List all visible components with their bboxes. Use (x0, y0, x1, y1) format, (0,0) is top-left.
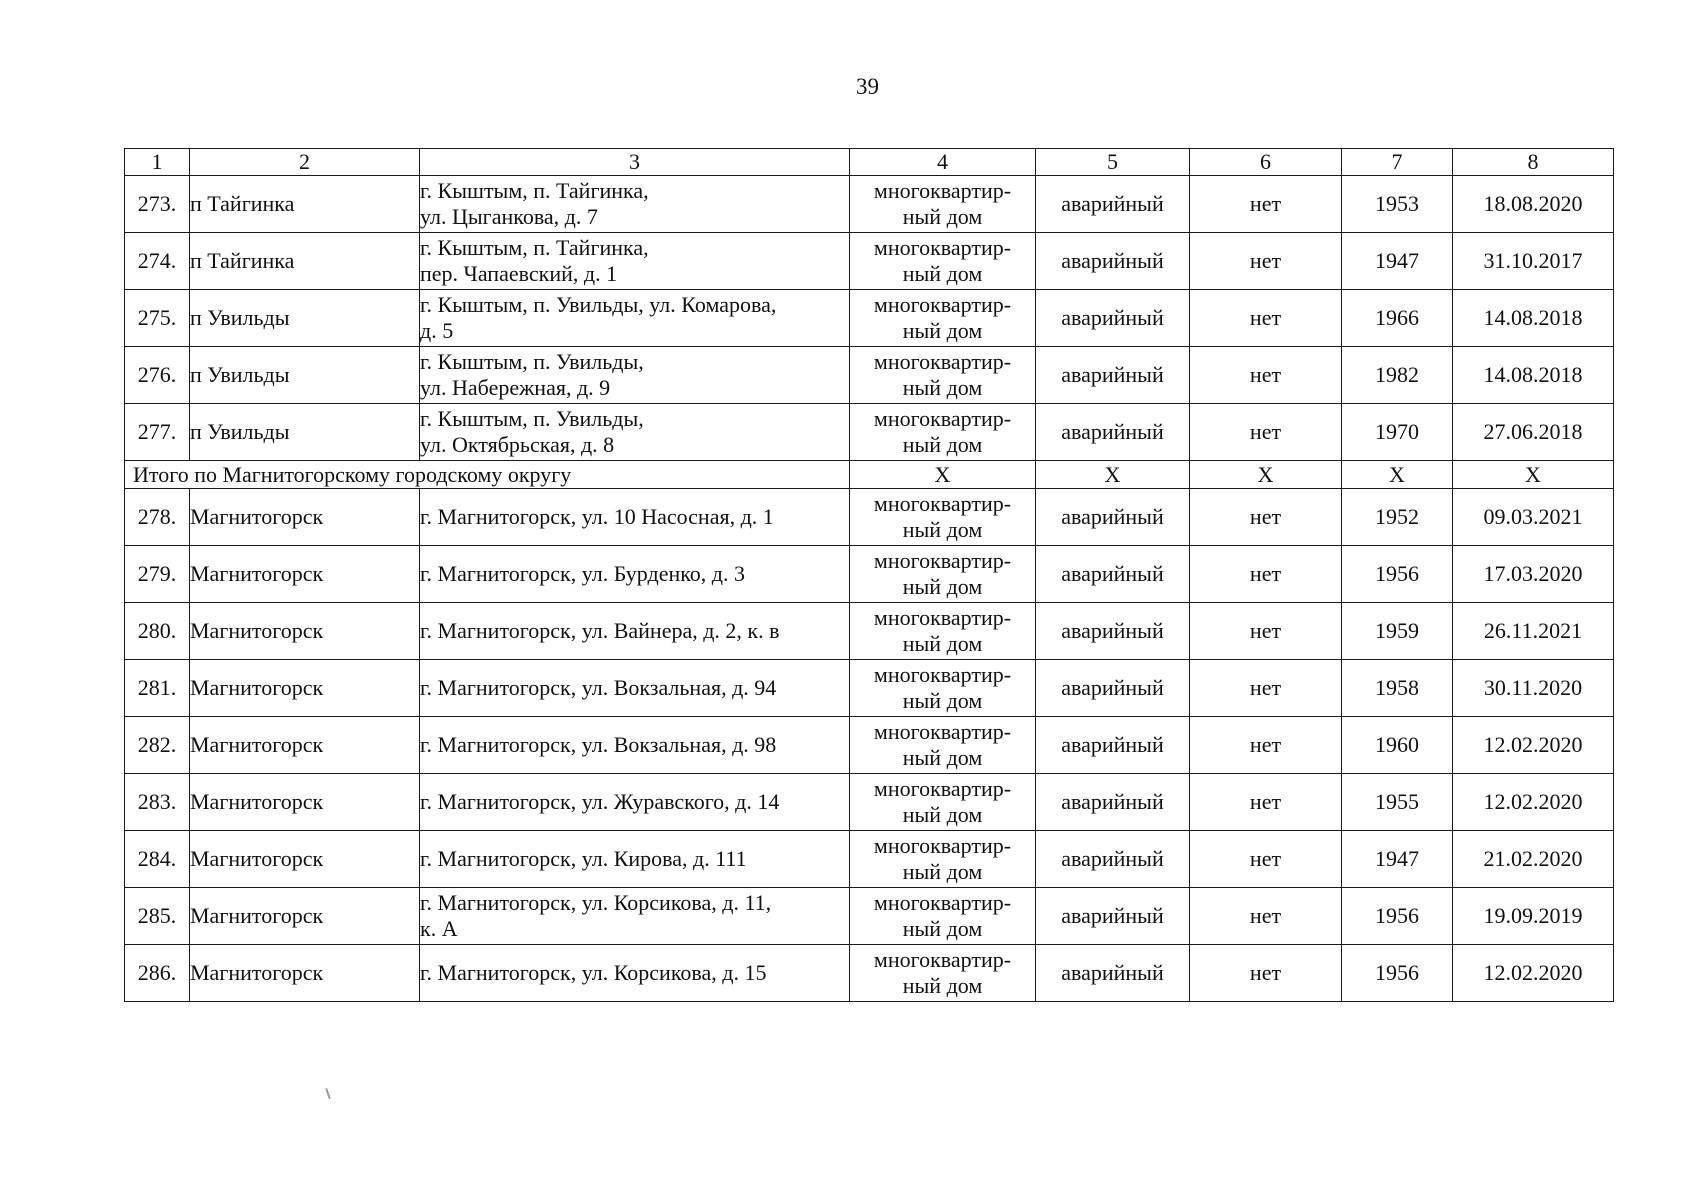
locality-cell: п Тайгинка (190, 176, 420, 233)
flag-cell: нет (1190, 404, 1342, 461)
locality-cell: п Увильды (190, 347, 420, 404)
subtotal-mark: X (1036, 461, 1190, 489)
column-header: 2 (190, 149, 420, 176)
address-cell: г. Магнитогорск, ул. Журавского, д. 14 (420, 774, 850, 831)
house-type-cell: многоквартир- ный дом (850, 717, 1036, 774)
row-number-cell: 280. (125, 603, 190, 660)
scan-speck (325, 1088, 331, 1099)
house-type-cell: многоквартир- ный дом (850, 489, 1036, 546)
address-cell: г. Магнитогорск, ул. Корсикова, д. 11, к. А (420, 888, 850, 945)
flag-cell: нет (1190, 660, 1342, 717)
year-cell: 1960 (1342, 717, 1453, 774)
table-row (125, 831, 1614, 888)
date-cell: 12.02.2020 (1453, 717, 1614, 774)
date-cell: 17.03.2020 (1453, 546, 1614, 603)
year-cell: 1953 (1342, 176, 1453, 233)
row-number-cell: 283. (125, 774, 190, 831)
subtotal-mark: X (1342, 461, 1453, 489)
flag-cell: нет (1190, 717, 1342, 774)
table-row (125, 404, 1614, 461)
row-number-cell: 273. (125, 176, 190, 233)
column-header: 3 (420, 149, 850, 176)
locality-cell: Магнитогорск (190, 831, 420, 888)
row-number-cell: 276. (125, 347, 190, 404)
condition-cell: аварийный (1036, 774, 1190, 831)
locality-cell: Магнитогорск (190, 546, 420, 603)
table-row (125, 233, 1614, 290)
address-cell: г. Кыштым, п. Увильды, ул. Комарова, д. 5 (420, 290, 850, 347)
condition-cell: аварийный (1036, 290, 1190, 347)
house-type-cell: многоквартир- ный дом (850, 347, 1036, 404)
flag-cell: нет (1190, 603, 1342, 660)
house-type-cell: многоквартир- ный дом (850, 546, 1036, 603)
table-row (125, 603, 1614, 660)
flag-cell: нет (1190, 489, 1342, 546)
condition-cell: аварийный (1036, 404, 1190, 461)
address-cell: г. Кыштым, п. Увильды, ул. Октябрьская, д. 8 (420, 404, 850, 461)
year-cell: 1956 (1342, 546, 1453, 603)
house-type-cell: многоквартир- ный дом (850, 290, 1036, 347)
house-type-cell: многоквартир- ный дом (850, 831, 1036, 888)
table-row (125, 717, 1614, 774)
row-number-cell: 278. (125, 489, 190, 546)
year-cell: 1947 (1342, 233, 1453, 290)
column-header: 1 (125, 149, 190, 176)
condition-cell: аварийный (1036, 233, 1190, 290)
flag-cell: нет (1190, 945, 1342, 1002)
date-cell: 14.08.2018 (1453, 347, 1614, 404)
column-header: 7 (1342, 149, 1453, 176)
column-header: 6 (1190, 149, 1342, 176)
year-cell: 1958 (1342, 660, 1453, 717)
row-number-cell: 282. (125, 717, 190, 774)
row-number-cell: 281. (125, 660, 190, 717)
row-number-cell: 284. (125, 831, 190, 888)
house-type-cell: многоквартир- ный дом (850, 176, 1036, 233)
date-cell: 26.11.2021 (1453, 603, 1614, 660)
date-cell: 09.03.2021 (1453, 489, 1614, 546)
year-cell: 1956 (1342, 945, 1453, 1002)
page-number: 39 (856, 74, 879, 99)
address-cell: г. Кыштым, п. Увильды, ул. Набережная, д. 9 (420, 347, 850, 404)
house-type-cell: многоквартир- ный дом (850, 945, 1036, 1002)
year-cell: 1970 (1342, 404, 1453, 461)
table-row (125, 489, 1614, 546)
emergency-housing-table (124, 148, 1614, 1002)
house-type-cell: многоквартир- ный дом (850, 603, 1036, 660)
flag-cell: нет (1190, 888, 1342, 945)
locality-cell: п Увильды (190, 404, 420, 461)
condition-cell: аварийный (1036, 831, 1190, 888)
date-cell: 14.08.2018 (1453, 290, 1614, 347)
subtotal-label: Итого по Магнитогорскому городскому округу (125, 461, 850, 489)
flag-cell: нет (1190, 176, 1342, 233)
locality-cell: п Тайгинка (190, 233, 420, 290)
locality-cell: Магнитогорск (190, 717, 420, 774)
address-cell: г. Магнитогорск, ул. Кирова, д. 111 (420, 831, 850, 888)
house-type-cell: многоквартир- ный дом (850, 888, 1036, 945)
locality-cell: Магнитогорск (190, 888, 420, 945)
row-number-cell: 279. (125, 546, 190, 603)
house-type-cell: многоквартир- ный дом (850, 233, 1036, 290)
date-cell: 30.11.2020 (1453, 660, 1614, 717)
condition-cell: аварийный (1036, 945, 1190, 1002)
table-row (125, 546, 1614, 603)
year-cell: 1959 (1342, 603, 1453, 660)
address-cell: г. Магнитогорск, ул. 10 Насосная, д. 1 (420, 489, 850, 546)
row-number-cell: 285. (125, 888, 190, 945)
year-cell: 1955 (1342, 774, 1453, 831)
date-cell: 12.02.2020 (1453, 945, 1614, 1002)
date-cell: 18.08.2020 (1453, 176, 1614, 233)
subtotal-row (125, 461, 1614, 489)
address-cell: г. Магнитогорск, ул. Корсикова, д. 15 (420, 945, 850, 1002)
subtotal-mark: X (850, 461, 1036, 489)
address-cell: г. Кыштым, п. Тайгинка, ул. Цыганкова, д. 7 (420, 176, 850, 233)
table-row (125, 888, 1614, 945)
address-cell: г. Магнитогорск, ул. Вокзальная, д. 94 (420, 660, 850, 717)
row-number-cell: 277. (125, 404, 190, 461)
condition-cell: аварийный (1036, 176, 1190, 233)
year-cell: 1956 (1342, 888, 1453, 945)
year-cell: 1952 (1342, 489, 1453, 546)
flag-cell: нет (1190, 290, 1342, 347)
date-cell: 27.06.2018 (1453, 404, 1614, 461)
table-row (125, 347, 1614, 404)
column-number-header-row (125, 149, 1614, 176)
table-row (125, 176, 1614, 233)
year-cell: 1966 (1342, 290, 1453, 347)
subtotal-mark: X (1190, 461, 1342, 489)
date-cell: 12.02.2020 (1453, 774, 1614, 831)
house-type-cell: многоквартир- ный дом (850, 404, 1036, 461)
row-number-cell: 275. (125, 290, 190, 347)
table-row (125, 945, 1614, 1002)
address-cell: г. Магнитогорск, ул. Бурденко, д. 3 (420, 546, 850, 603)
house-type-cell: многоквартир- ный дом (850, 660, 1036, 717)
table-row (125, 774, 1614, 831)
condition-cell: аварийный (1036, 717, 1190, 774)
condition-cell: аварийный (1036, 660, 1190, 717)
house-type-cell: многоквартир- ный дом (850, 774, 1036, 831)
condition-cell: аварийный (1036, 603, 1190, 660)
year-cell: 1947 (1342, 831, 1453, 888)
locality-cell: п Увильды (190, 290, 420, 347)
locality-cell: Магнитогорск (190, 774, 420, 831)
flag-cell: нет (1190, 233, 1342, 290)
condition-cell: аварийный (1036, 347, 1190, 404)
locality-cell: Магнитогорск (190, 945, 420, 1002)
address-cell: г. Магнитогорск, ул. Вайнера, д. 2, к. в (420, 603, 850, 660)
locality-cell: Магнитогорск (190, 603, 420, 660)
address-cell: г. Магнитогорск, ул. Вокзальная, д. 98 (420, 717, 850, 774)
locality-cell: Магнитогорск (190, 489, 420, 546)
column-header: 8 (1453, 149, 1614, 176)
table-row (125, 660, 1614, 717)
condition-cell: аварийный (1036, 888, 1190, 945)
column-header: 4 (850, 149, 1036, 176)
condition-cell: аварийный (1036, 489, 1190, 546)
flag-cell: нет (1190, 546, 1342, 603)
flag-cell: нет (1190, 774, 1342, 831)
row-number-cell: 274. (125, 233, 190, 290)
condition-cell: аварийный (1036, 546, 1190, 603)
flag-cell: нет (1190, 831, 1342, 888)
column-header: 5 (1036, 149, 1190, 176)
address-cell: г. Кыштым, п. Тайгинка, пер. Чапаевский, д. 1 (420, 233, 850, 290)
year-cell: 1982 (1342, 347, 1453, 404)
date-cell: 31.10.2017 (1453, 233, 1614, 290)
date-cell: 21.02.2020 (1453, 831, 1614, 888)
subtotal-mark: X (1453, 461, 1614, 489)
flag-cell: нет (1190, 347, 1342, 404)
date-cell: 19.09.2019 (1453, 888, 1614, 945)
table-row (125, 290, 1614, 347)
locality-cell: Магнитогорск (190, 660, 420, 717)
row-number-cell: 286. (125, 945, 190, 1002)
